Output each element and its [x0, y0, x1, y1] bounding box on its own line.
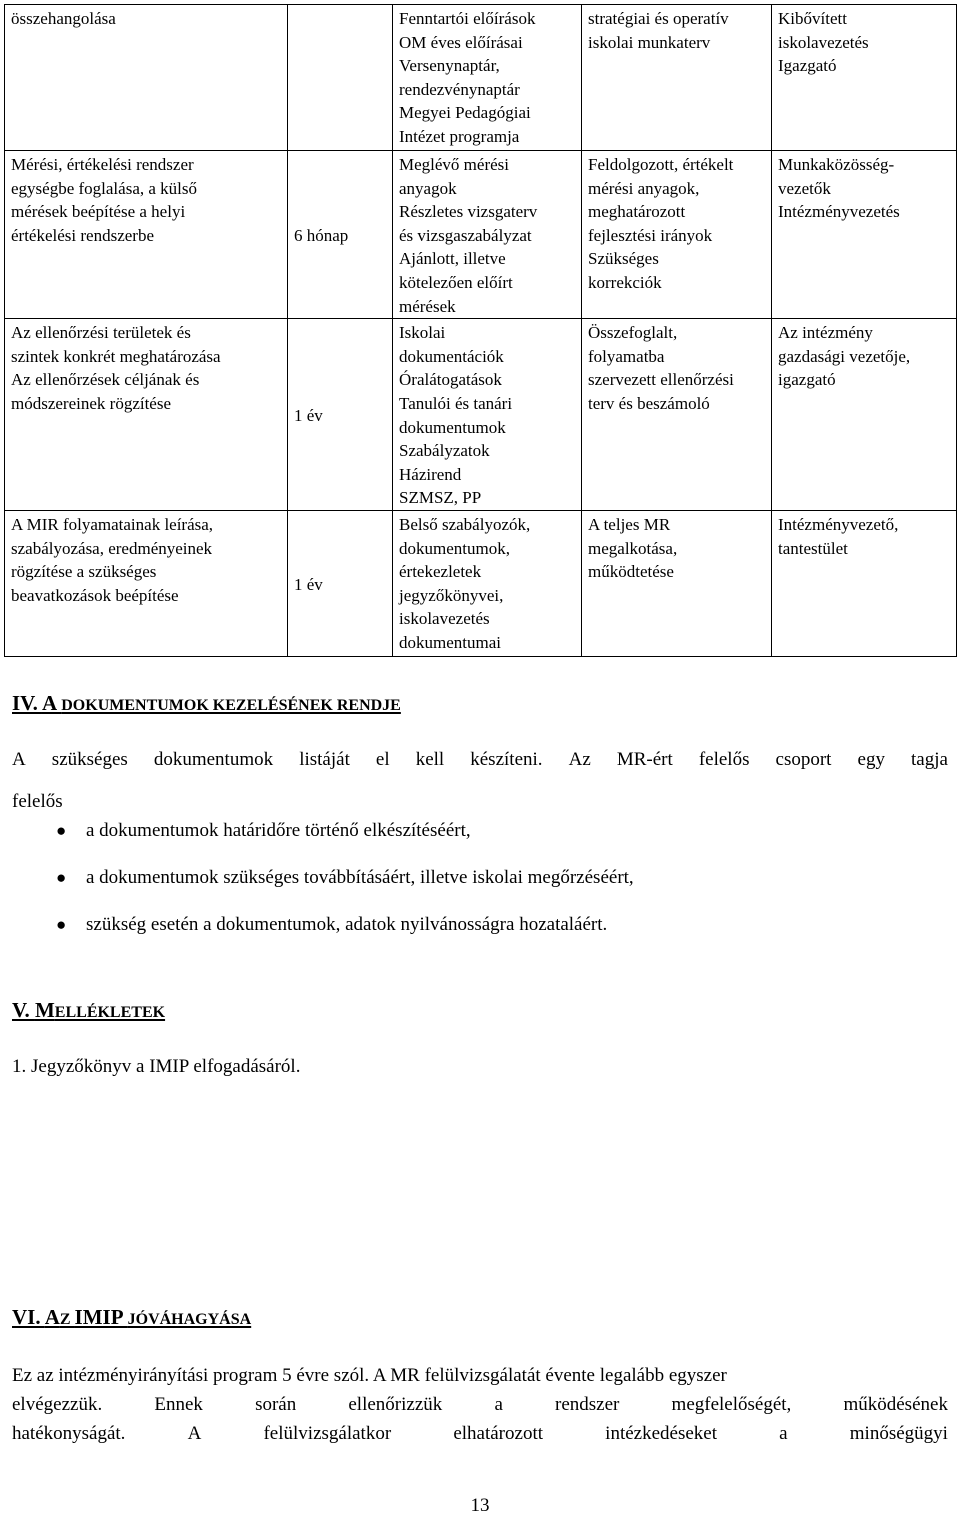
cell-line: szintek konkrét meghatározása	[11, 346, 221, 366]
cell-line: iskolavezetés	[778, 32, 869, 52]
cell-line: Belső szabályozók,	[399, 514, 531, 534]
table-cell	[288, 151, 393, 319]
cell-line: Az ellenőrzések céljának és	[11, 370, 200, 390]
cell-line: egységbe foglalása, a külső	[11, 178, 197, 198]
table-cell	[5, 5, 288, 151]
word: a	[779, 1423, 788, 1444]
cell-line: rendezvénynaptár	[399, 79, 520, 99]
cell-line: stratégiai és operatív	[588, 9, 729, 28]
cell-line: iskolavezetés	[399, 609, 490, 629]
cell-line: működtetése	[588, 562, 674, 582]
word: egy	[857, 749, 885, 770]
word: működésének	[843, 1394, 948, 1415]
table-cell	[5, 510, 288, 656]
table-cell	[772, 319, 957, 511]
cell-line: A MIR folyamatainak leírása,	[11, 514, 214, 534]
word: el	[375, 749, 390, 770]
cell-line: OM éves előírásai	[399, 32, 523, 52]
cell-line: 1 év	[294, 405, 323, 425]
cell-line: kötelezően előírt	[399, 272, 513, 292]
table-cell	[772, 510, 957, 656]
word: felülvizsgálatkor	[263, 1423, 392, 1444]
cell-line: Szabályzatok	[399, 441, 490, 461]
word: A	[187, 1423, 202, 1444]
cell-line: dokumentációk	[399, 346, 504, 366]
table-cell	[393, 319, 582, 511]
cell-line: 6 hónap	[294, 225, 349, 245]
section-vi-paragraph-line-1: Ez az intézményirányítási program 5 évre szól. A MR felülvizsgálatát évente legalább egyszer	[12, 1365, 727, 1386]
word: hatékonyságát.	[12, 1423, 126, 1444]
cell-line: Részletes vizsgaterv	[399, 202, 538, 222]
table-row	[5, 5, 957, 151]
word: rendszer	[555, 1394, 620, 1415]
cell-line: dokumentumai	[399, 632, 501, 652]
word: MR-ért	[616, 749, 673, 770]
cell-line: Az intézmény	[778, 323, 873, 343]
cell-line: és vizsgaszabályzat	[399, 225, 532, 245]
cell-line: Mérési, értékelési rendszer	[11, 155, 194, 174]
cell-line: rögzítése a szükséges	[11, 562, 157, 582]
word: felelős	[698, 749, 750, 770]
cell-line: Szükséges	[588, 249, 659, 269]
table-cell	[5, 319, 288, 511]
section-iv-paragraph-line-1	[12, 747, 948, 773]
cell-line: folyamatba	[588, 346, 665, 366]
table-cell	[772, 5, 957, 151]
cell-line: dokumentumok,	[399, 538, 510, 558]
table-cell	[582, 5, 772, 151]
cell-line: terv és beszámoló	[588, 393, 710, 413]
annex-item: 1. Jegyzőkönyv a IMIP elfogadásáról.	[12, 1056, 301, 1077]
table-cell	[772, 151, 957, 319]
word: A	[12, 749, 26, 770]
page-number: 13	[470, 1495, 490, 1516]
word: megfelelőségét,	[671, 1394, 792, 1415]
word: dokumentumok	[153, 749, 274, 770]
cell-line: Igazgató	[778, 56, 837, 76]
cell-line: mérések beépítése a helyi	[11, 202, 186, 222]
cell-line: mérési anyagok,	[588, 178, 700, 198]
word: listáját	[299, 749, 350, 770]
cell-line: 1 év	[294, 574, 323, 594]
cell-line: Intézet programja	[399, 126, 520, 146]
word: Az	[568, 749, 591, 770]
cell-line: szabályozása, eredményeinek	[11, 538, 213, 558]
section-heading-vi: VI. AZ IMIP JÓVÁHAGYÁSA	[12, 1305, 252, 1329]
cell-line: vezetők	[778, 178, 831, 198]
cell-line: Tanulói és tanári	[399, 393, 513, 413]
cell-line: Házirend	[399, 464, 462, 484]
table-cell	[288, 5, 393, 151]
table-row	[5, 319, 957, 511]
cell-line: módszereinek rögzítése	[11, 393, 172, 413]
cell-line: értékelési rendszerbe	[11, 225, 154, 245]
cell-line: SZMSZ, PP	[399, 488, 482, 508]
cell-line: Versenynaptár,	[399, 56, 500, 76]
word: minőségügyi	[849, 1423, 948, 1444]
cell-line: Munkaközösség-	[778, 155, 895, 174]
table-cell	[582, 319, 772, 511]
cell-line: dokumentumok	[399, 417, 506, 437]
cell-line: Fenntartói előírások	[399, 9, 536, 28]
bullet-icon: ●	[56, 868, 67, 887]
cell-line: meghatározott	[588, 202, 686, 222]
table-cell	[393, 510, 582, 656]
section-vi-paragraph-line-3	[12, 1421, 948, 1447]
section-iv-paragraph-line-2: felelős	[12, 791, 63, 812]
cell-line: gazdasági vezetője,	[778, 346, 911, 366]
word: elvégezzük.	[12, 1394, 103, 1415]
cell-line: Kibővített	[778, 9, 847, 28]
table-cell	[393, 5, 582, 151]
word: elhatározott	[453, 1423, 544, 1444]
cell-line: Ajánlott, illetve	[399, 249, 506, 269]
cell-line: tantestület	[778, 538, 848, 558]
cell-line: fejlesztési irányok	[588, 225, 713, 245]
word: a	[494, 1394, 503, 1415]
bullet-icon: ●	[56, 821, 67, 840]
table-cell	[582, 151, 772, 319]
table-cell	[288, 319, 393, 511]
cell-line: iskolai munkaterv	[588, 32, 711, 52]
cell-line: Óralátogatások	[399, 370, 502, 390]
word: csoport	[775, 749, 832, 770]
cell-line: Meglévő mérési	[399, 155, 509, 174]
word: szükséges	[51, 749, 128, 770]
cell-line: megalkotása,	[588, 538, 678, 558]
word: Ennek	[154, 1394, 203, 1415]
cell-line: Iskolai	[399, 323, 446, 343]
table-cell	[288, 510, 393, 656]
table-cell	[582, 510, 772, 656]
cell-line: Feldolgozott, értékelt	[588, 155, 734, 174]
cell-line: értekezletek	[399, 562, 482, 582]
word: tagja	[911, 749, 948, 770]
cell-line: igazgató	[778, 370, 836, 390]
plan-table	[4, 4, 957, 657]
cell-line: korrekciók	[588, 272, 662, 292]
table-cell	[5, 151, 288, 319]
section-vi-paragraph-line-2	[12, 1392, 948, 1418]
cell-line: A teljes MR	[588, 514, 671, 534]
word: intézkedéseket	[605, 1423, 718, 1444]
cell-line: jegyzőkönyvei,	[399, 585, 504, 605]
cell-line: Összefoglalt,	[588, 323, 678, 343]
word: során	[255, 1394, 297, 1415]
table-row	[5, 510, 957, 656]
word: ellenőrizzük	[348, 1394, 443, 1415]
section-heading-iv: IV. A DOKUMENTUMOK KEZELÉSÉNEK RENDJE	[12, 691, 401, 715]
table-row	[5, 151, 957, 319]
word: kell	[415, 749, 445, 770]
section-heading-v: V. MELLÉKLETEK	[12, 998, 166, 1022]
cell-line: anyagok	[399, 178, 457, 198]
cell-line: szervezett ellenőrzési	[588, 370, 734, 390]
cell-line: Az ellenőrzési területek és	[11, 323, 191, 343]
cell-line: Intézményvezetés	[778, 202, 900, 222]
bullet-icon: ●	[56, 915, 67, 934]
cell-line: összehangolása	[11, 9, 116, 28]
cell-line: beavatkozások beépítése	[11, 585, 179, 605]
cell-line: mérések	[399, 296, 456, 316]
word: készíteni.	[470, 749, 543, 770]
cell-line: Megyei Pedagógiai	[399, 103, 531, 123]
table-cell	[393, 151, 582, 319]
cell-line: Intézményvezető,	[778, 514, 899, 534]
